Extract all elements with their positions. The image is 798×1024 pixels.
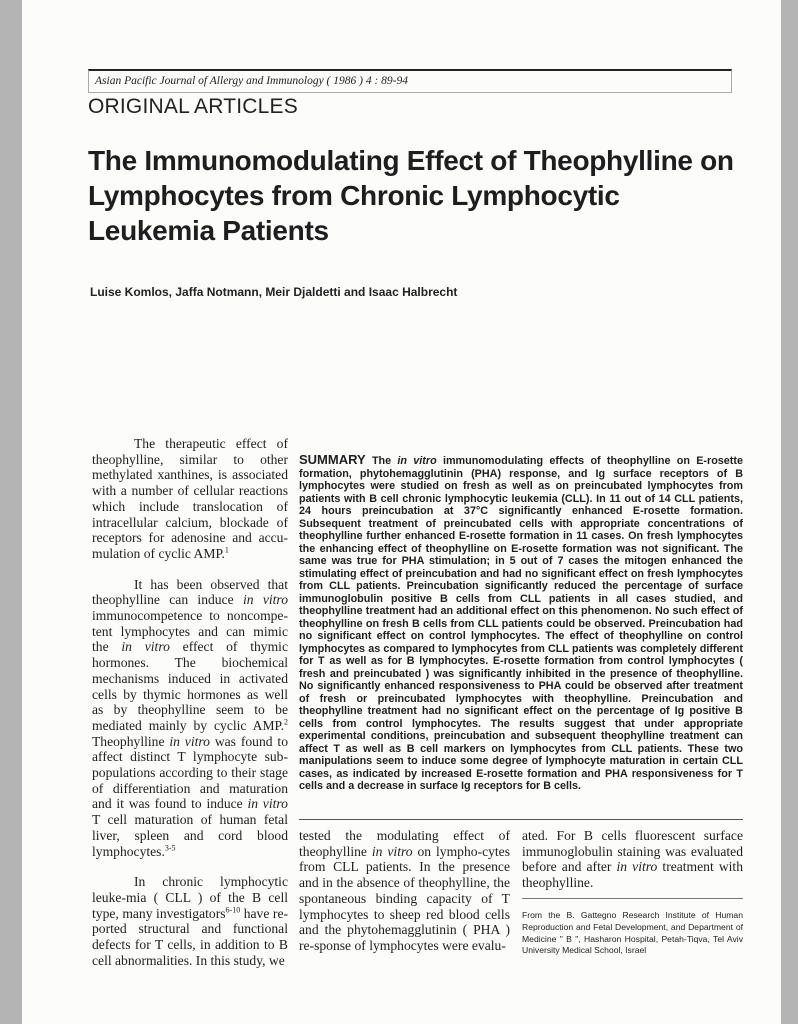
summary-divider [299,819,743,820]
right-column [522,828,743,891]
reference-marker: 1 [224,545,229,555]
article-authors: Luise Komlos, Jaffa Notmann, Meir Djaldetti and Isaac Halbrecht [90,285,458,299]
journal-citation: Asian Pacific Journal of Allergy and Immunology ( 1986 ) 4 : 89-94 [95,75,409,87]
summary-label: SUMMARY [299,452,366,467]
summary-abstract: SUMMARY The in vitro immunomodulating effects of theophylline on E-rosette formation, phytohemagglutinin (PHA) response, and Ig surface receptors of B lymphocytes were studied on fresh as well as on preincubated lymphocytes from patients with B cell chronic lymphocytic leukemia (CLL). In 11 out of 14 CLL patients, 24 hours preincubation at 37°C significantly enhanced E-rosette formation. Subsequent treatment of preincubated cells with appropriate concentrations of theophylline further enhanced E-rosette formation in 11 cases. On fresh lymphocytes the enhancing effect of theophylline on E-rosette formation was not significant. The same was true for PHA stimulation; in 5 out of 7 cases the mitogen enhanced the stimulating effect of preincubation and had no significant effect on fresh lymphocytes from CLL patients. Preincubation significantly reduced the percentage of surface immunoglobulin positive B cells from CLL patients in all cases studied, and theophylline treatment had an additional effect on this phenomenon. No such effect of theophylline on fresh B cells from CLL patients could be observed. Preincubation had no significant effect on control lymphocytes. The effect of theophylline on control lymphocytes as compared to lymphocytes from CLL patients was completely different for T as well as for B lymphocytes. E-rosette formation from control lymphocytes ( fresh and preincubated ) was significantly inhibited in the presence of theophylline. No significantly enhanced responsiveness to PHA could be observed after treatment of fresh or preincubated lymphocytes with theophylline. Preincubation and theophylline treatment had no significant effect on the percentage of Ig positive B cells from control lymphocytes. The results suggest that under appropriate experimental conditions, preincubation and subsequent theophylline treatment can affect T as well as B cell markers on lymphocytes from CLL patients. These two manipulations seem to induce some degree of lymphocyte maturation in certain CLL cases, as indicated by increased E-rosette formation and PHA responsiveness for T cells and a decrease in surface Ig receptors for B cells. [299,452,743,792]
left-column [92,436,288,969]
paragraph-methods-cont: ated. For B cells fluorescent surface immunoglobulin staining was evaluated before and after in vitro treatment with theophylline. [522,828,743,891]
article-title: The Immunomodulating Effect of Theophylline on Lymphocytes from Chronic Lymphocytic Leukemia Patients [88,145,734,246]
author-affiliation: From the B. Gattegno Research Institute of Human Reproduction and Fetal Development, and Department of Medicine " B ", Hasharon Hospital, Petah-Tiqva, Tel Aviv University Medical School, Israel [522,910,743,956]
journal-header-box [88,69,732,93]
reference-marker: 2 [284,717,288,727]
footnote-divider [522,898,743,899]
paragraph-observed: It has been observed that theophylline can induce in vitro immunocompetence to noncompe-tent lymphocytes and can mimic the in vitro effect of thymic hormones. The biochemical mechanisms induced in activated cells by thymic hormones as well as by theophylline seem to be mediated mainly by cyclic AMP.$^2$ Theophylline in vitro was found to affect distinct T lymphocyte sub-populations according to their stage of differentiation and maturation and it was found to induce in vitro T cell maturation of human fetal liver, spleen and cord blood lymphocytes.$^{3-5}$ [92,576,288,859]
middle-column [299,828,510,954]
paragraph-cll: In chronic lymphocytic leuke-mia ( CLL ) of the B cell type, many investigators$^{6-10}$ have re-ported structural and functional defects for T cells, in addition to B cell abnormalities. In this study, we [92,874,288,968]
section-heading: ORIGINAL ARTICLES [88,95,298,118]
paragraph-methods: tested the modulating effect of theophylline in vitro on lympho-cytes from CLL patients. In the presence and in the absence of theophylline, the spontaneous binding capacity of T lymphocytes to sheep red blood cells and the phytohemagglutinin ( PHA ) re-sponse of lymphocytes were evalu- [299,828,510,953]
reference-marker: 6-10 [225,905,241,915]
journal-page [22,0,781,1024]
paragraph-intro: The therapeutic effect of theophylline, similar to other methylated xanthines, is associated with a number of cellular reactions which include translocation of intracellular calcium, blockade of receptors for adenosine and accu-mulation of cyclic AMP.$^1$ [92,436,288,561]
reference-marker: 3-5 [164,843,176,853]
